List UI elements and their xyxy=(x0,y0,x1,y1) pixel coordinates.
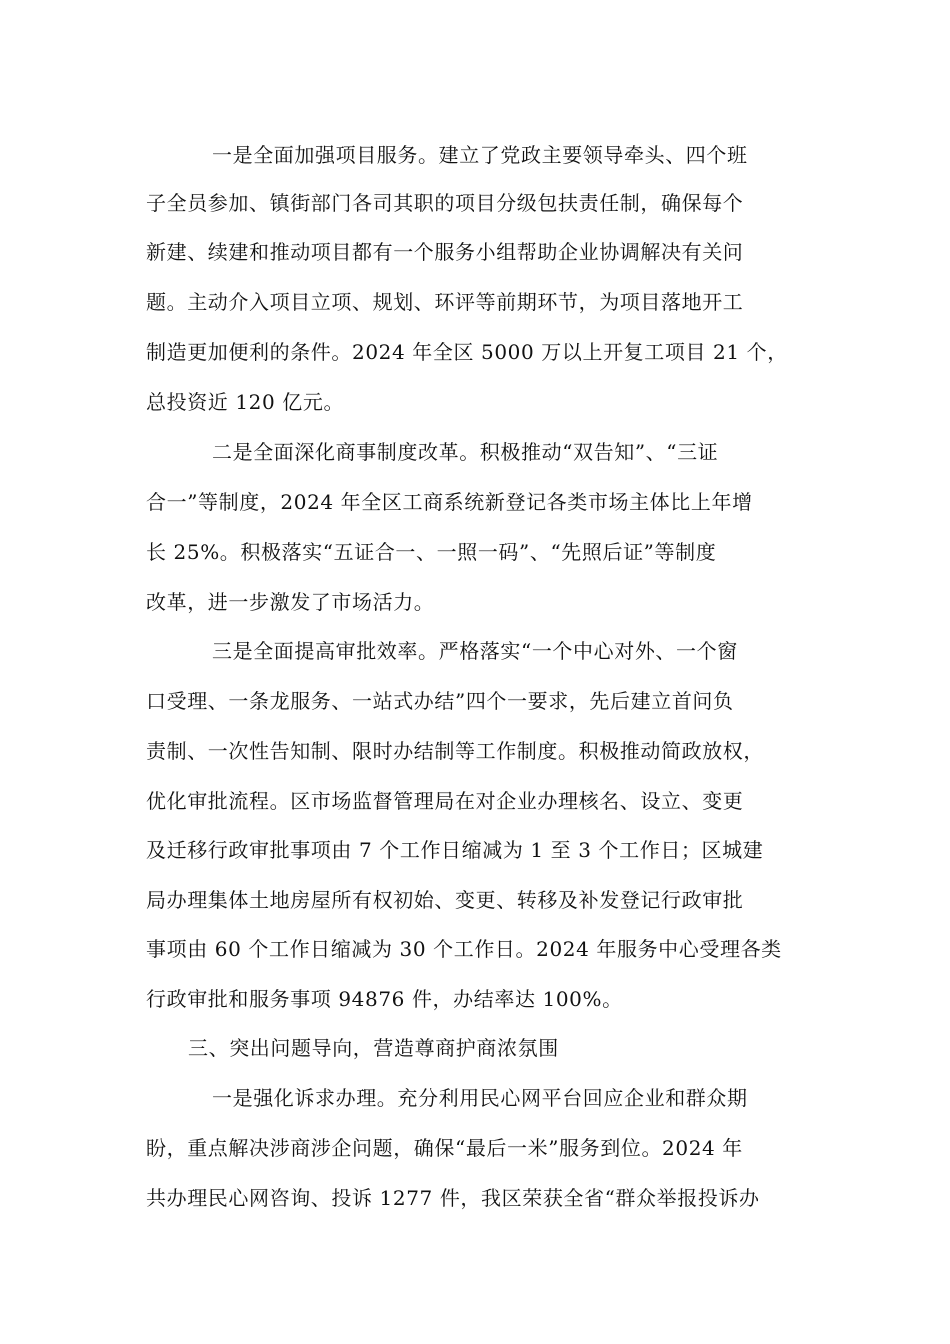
paragraph-approval-efficiency-line-1: 三是全面提高审批效率。严格落实“一个中心对外、一个窗 xyxy=(212,639,738,663)
paragraph-approval-efficiency-line-7: 事项由 60 个工作日缩减为 30 个工作日。2024 年服务中心受理各类 xyxy=(146,937,782,961)
paragraph-project-service-line-2: 子全员参加、镇街部门各司其职的项目分级包扶责任制，确保每个 xyxy=(146,191,744,215)
paragraph-complaint-handling-line-1: 一是强化诉求办理。充分利用民心网平台回应企业和群众期 xyxy=(212,1086,748,1110)
paragraph-approval-efficiency-line-4: 优化审批流程。区市场监督管理局在对企业办理核名、设立、变更 xyxy=(146,789,744,813)
paragraph-approval-efficiency-line-6: 局办理集体土地房屋所有权初始、变更、转移及补发登记行政审批 xyxy=(146,888,744,912)
paragraph-commercial-reform-line-1: 二是全面深化商事制度改革。积极推动“双告知”、“三证 xyxy=(212,440,719,464)
paragraph-commercial-reform-line-3: 长 25%。积极落实“五证合一、一照一码”、“先照后证”等制度 xyxy=(146,540,717,564)
paragraph-approval-efficiency-line-2: 口受理、一条龙服务、一站式办结”四个一要求，先后建立首问负 xyxy=(146,689,734,713)
paragraph-project-service-line-6: 总投资近 120 亿元。 xyxy=(146,390,345,414)
paragraph-commercial-reform-line-2: 合一”等制度，2024 年全区工商系统新登记各类市场主体比上年增 xyxy=(146,490,753,514)
paragraph-project-service-line-1: 一是全面加强项目服务。建立了党政主要领导牵头、四个班 xyxy=(212,143,748,167)
paragraph-approval-efficiency-line-5: 及迁移行政审批事项由 7 个工作日缩减为 1 至 3 个工作日；区城建 xyxy=(146,838,764,862)
paragraph-commercial-reform-line-4: 改革，进一步激发了市场活力。 xyxy=(146,590,435,614)
section-heading: 三、突出问题导向，营造尊商护商浓氛围 xyxy=(188,1036,559,1060)
paragraph-approval-efficiency-line-3: 责制、一次性告知制、限时办结制等工作制度。积极推动简政放权， xyxy=(146,739,764,763)
paragraph-approval-efficiency-line-8: 行政审批和服务事项 94876 件，办结率达 100%。 xyxy=(146,987,623,1011)
paragraph-complaint-handling-line-2: 盼，重点解决涉商涉企问题，确保“最后一米”服务到位。2024 年 xyxy=(146,1136,743,1160)
paragraph-complaint-handling-line-3: 共办理民心网咨询、投诉 1277 件，我区荣获全省“群众举报投诉办 xyxy=(146,1186,760,1210)
paragraph-project-service-line-5: 制造更加便利的条件。2024 年全区 5000 万以上开复工项目 21 个， xyxy=(146,340,788,364)
paragraph-project-service-line-3: 新建、续建和推动项目都有一个服务小组帮助企业协调解决有关问 xyxy=(146,240,744,264)
paragraph-project-service-line-4: 题。主动介入项目立项、规划、环评等前期环节，为项目落地开工 xyxy=(146,290,744,314)
